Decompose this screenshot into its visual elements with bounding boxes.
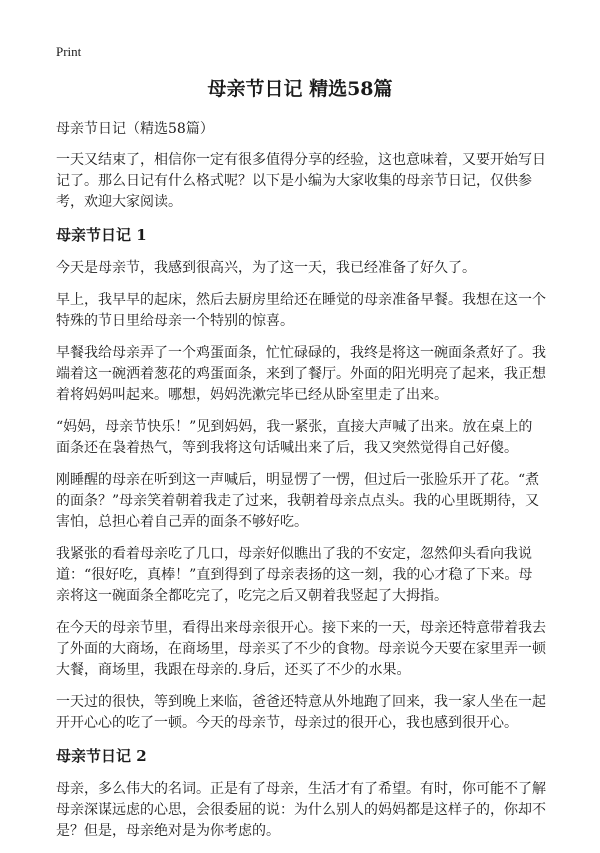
- print-link[interactable]: Print: [56, 44, 82, 59]
- article-subtitle: 母亲节日记（精选58篇）: [56, 121, 214, 137]
- intro-paragraph: 一天又结束了，相信你一定有很多值得分享的经验，这也意味着，又要开始写日记了。那么日记有什么格式呢？以下是小编为大家收集的母亲节日记，仅供参考，欢迎大家阅读。: [56, 152, 546, 210]
- section-heading: 母亲节日记 2: [56, 747, 147, 765]
- paragraph: 一天过的很快，等到晚上来临，爸爸还特意从外地跑了回来，我一家人坐在一起开开心心的吃了一顿。今天的母亲节，母亲过的很开心，我也感到很开心。: [56, 694, 546, 731]
- paragraph: 在今天的母亲节里，看得出来母亲很开心。接下来的一天，母亲还特意带着我去了外面的大商场，在商场里，母亲买了不少的食物。母亲说今天要在家里弄一顿大餐，商场里，我跟在母亲的.身后，还买了不少的水果。: [56, 620, 546, 678]
- paragraph: 今天是母亲节，我感到很高兴，为了这一天，我已经准备了好久了。: [56, 260, 476, 276]
- page-title: 母亲节日记 精选58篇: [207, 78, 393, 100]
- paragraph: “妈妈，母亲节快乐！”见到妈妈，我一紧张，直接大声喊了出来。放在桌上的面条还在袅着热气，等到我将这句话喊出来了后，我又突然觉得自己好傻。: [56, 419, 533, 456]
- section-heading: 母亲节日记 1: [56, 226, 147, 244]
- paragraph: 刚睡醒的母亲在听到这一声喊后，明显愣了一愣，但过后一张脸乐开了花。“煮的面条？”母亲笑着朝着我走了过来，我朝着母亲点点头。我的心里既期待，又害怕，总担心着自己弄的面条不够好吃。: [56, 472, 540, 530]
- article-body: [56, 119, 546, 853]
- paragraph: 早餐我给母亲弄了一个鸡蛋面条，忙忙碌碌的，我终是将这一碗面条煮好了。我端着这一碗洒着葱花的鸡蛋面条，来到了餐厅。外面的阳光明亮了起来，我正想着将妈妈叫起来。哪想，妈妈洗漱完毕已经从卧室里走了出来。: [56, 345, 546, 403]
- paragraph: 母亲，多么伟大的名词。正是有了母亲，生活才有了希望。有时，你可能不了解母亲深谋远虑的心思，会很委屈的说：为什么别人的妈妈都是这样子的，你却不是？但是，母亲绝对是为你考虑的。: [56, 781, 546, 839]
- paragraph: 我紧张的看着母亲吃了几口，母亲好似瞧出了我的不安定，忽然仰头看向我说道：“很好吃，真棒！”直到得到了母亲表扬的这一刻，我的心才稳了下来。母亲将这一碗面条全都吃完了，吃完之后又朝着我竖起了大拇指。: [56, 546, 533, 604]
- paragraph: 早上，我早早的起床，然后去厨房里给还在睡觉的母亲准备早餐。我想在这一个特殊的节日里给母亲一个特别的惊喜。: [56, 292, 546, 329]
